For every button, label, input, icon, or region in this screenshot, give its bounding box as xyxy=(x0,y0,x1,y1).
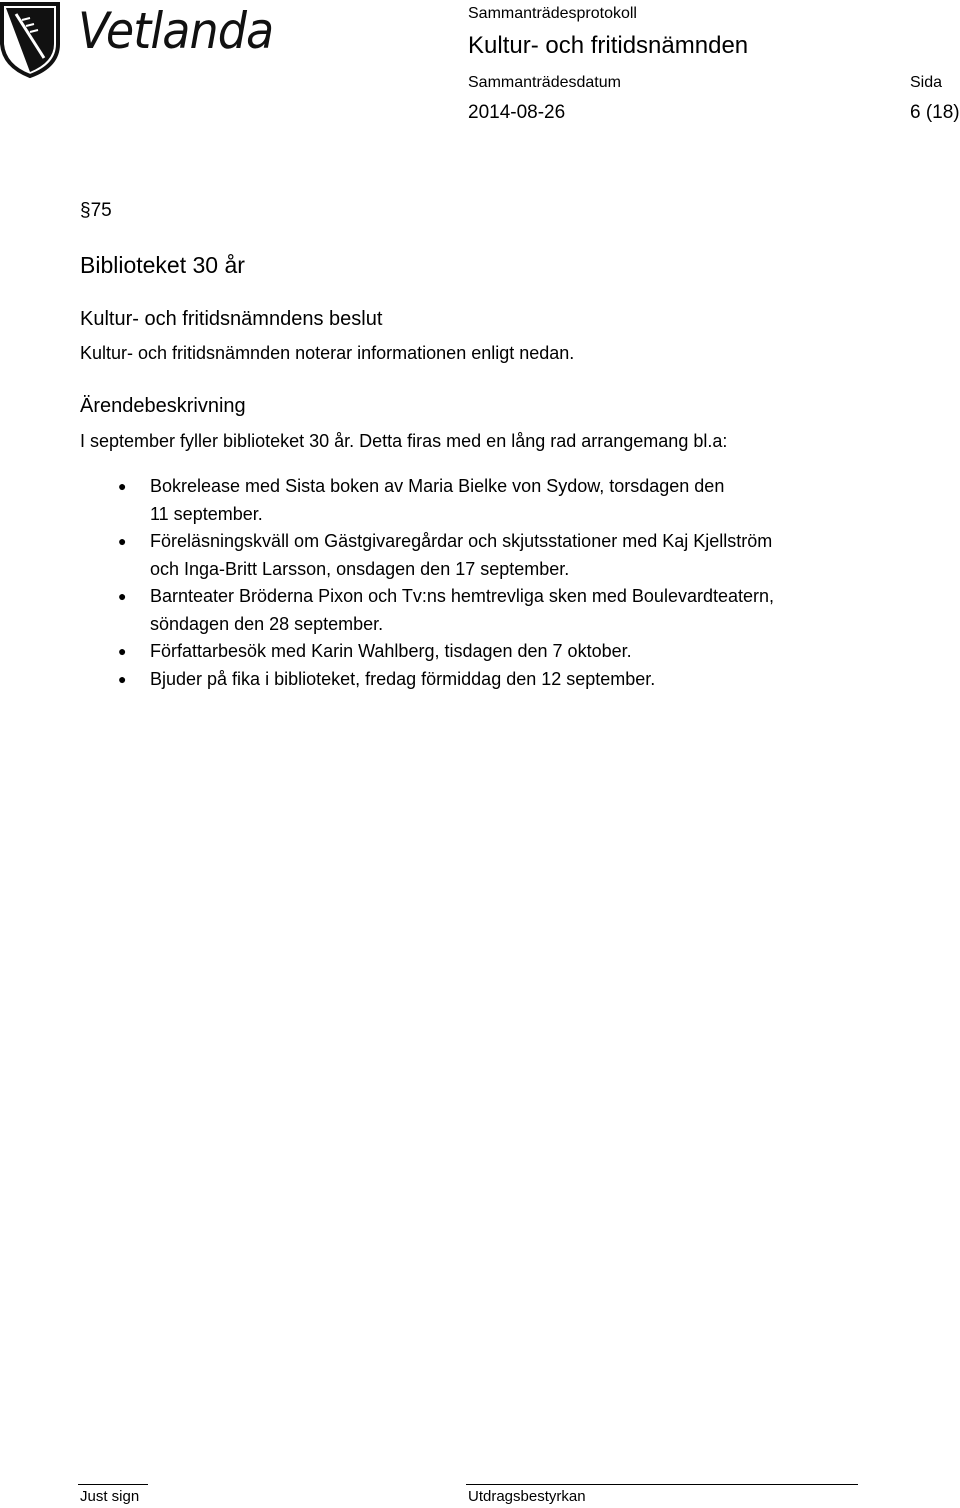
list-item-line: Bjuder på fika i biblioteket, fredag förmiddag den 12 september. xyxy=(150,668,656,689)
page-number: 6 (18) xyxy=(910,102,960,123)
sign-label: Just sign xyxy=(80,1488,140,1505)
list-item xyxy=(118,528,890,583)
list-item-line: söndagen den 28 september. xyxy=(150,613,384,634)
document-type: Sammanträdesprotokoll xyxy=(468,5,637,22)
paragraph-number: §75 xyxy=(80,200,112,221)
bullet-icon: ● xyxy=(118,533,127,549)
event-list xyxy=(118,473,890,693)
item-title: Biblioteket 30 år xyxy=(80,252,245,278)
meeting-date: 2014-08-26 xyxy=(468,102,566,123)
extract-line xyxy=(466,1484,858,1485)
decision-heading: Kultur- och fritidsnämndens beslut xyxy=(80,308,383,330)
logo-wordmark: Vetlanda xyxy=(78,2,274,60)
list-item-line: Bokrelease med Sista boken av Maria Bielke von Sydow, torsdagen den xyxy=(150,476,725,496)
bullet-icon: ● xyxy=(118,478,127,494)
extract-label: Utdragsbestyrkan xyxy=(468,1488,586,1505)
page-label: Sida xyxy=(910,74,943,91)
list-item-line: Föreläsningskväll om Gästgivaregårdar och skjutsstationer med Kaj Kjellström xyxy=(150,531,773,551)
bullet-icon: ● xyxy=(118,588,127,604)
list-item-line: och Inga-Britt Larsson, onsdagen den 17 september. xyxy=(150,558,570,579)
list-item xyxy=(118,638,890,666)
committee-name: Kultur- och fritidsnämnden xyxy=(468,32,749,59)
list-item-line: Författarbesök med Karin Wahlberg, tisdagen den 7 oktober. xyxy=(150,641,632,661)
decision-text: Kultur- och fritidsnämnden noterar informationen enligt nedan. xyxy=(80,343,575,363)
coat-of-arms-icon xyxy=(0,0,80,80)
bullet-icon: ● xyxy=(118,670,127,687)
list-item xyxy=(118,473,890,528)
list-item xyxy=(118,583,890,638)
meeting-date-label: Sammanträdesdatum xyxy=(468,74,621,91)
sign-line xyxy=(78,1484,148,1485)
list-item xyxy=(118,666,890,694)
description-text: I september fyller biblioteket 30 år. Detta firas med en lång rad arrangemang bl.a: xyxy=(80,431,728,451)
list-item-line: Barnteater Bröderna Pixon och Tv:ns hemtrevliga sken med Boulevardteatern, xyxy=(150,586,775,606)
description-heading: Ärendebeskrivning xyxy=(80,395,246,417)
bullet-icon: ● xyxy=(118,643,127,659)
list-item-line: 11 september. xyxy=(150,503,263,524)
